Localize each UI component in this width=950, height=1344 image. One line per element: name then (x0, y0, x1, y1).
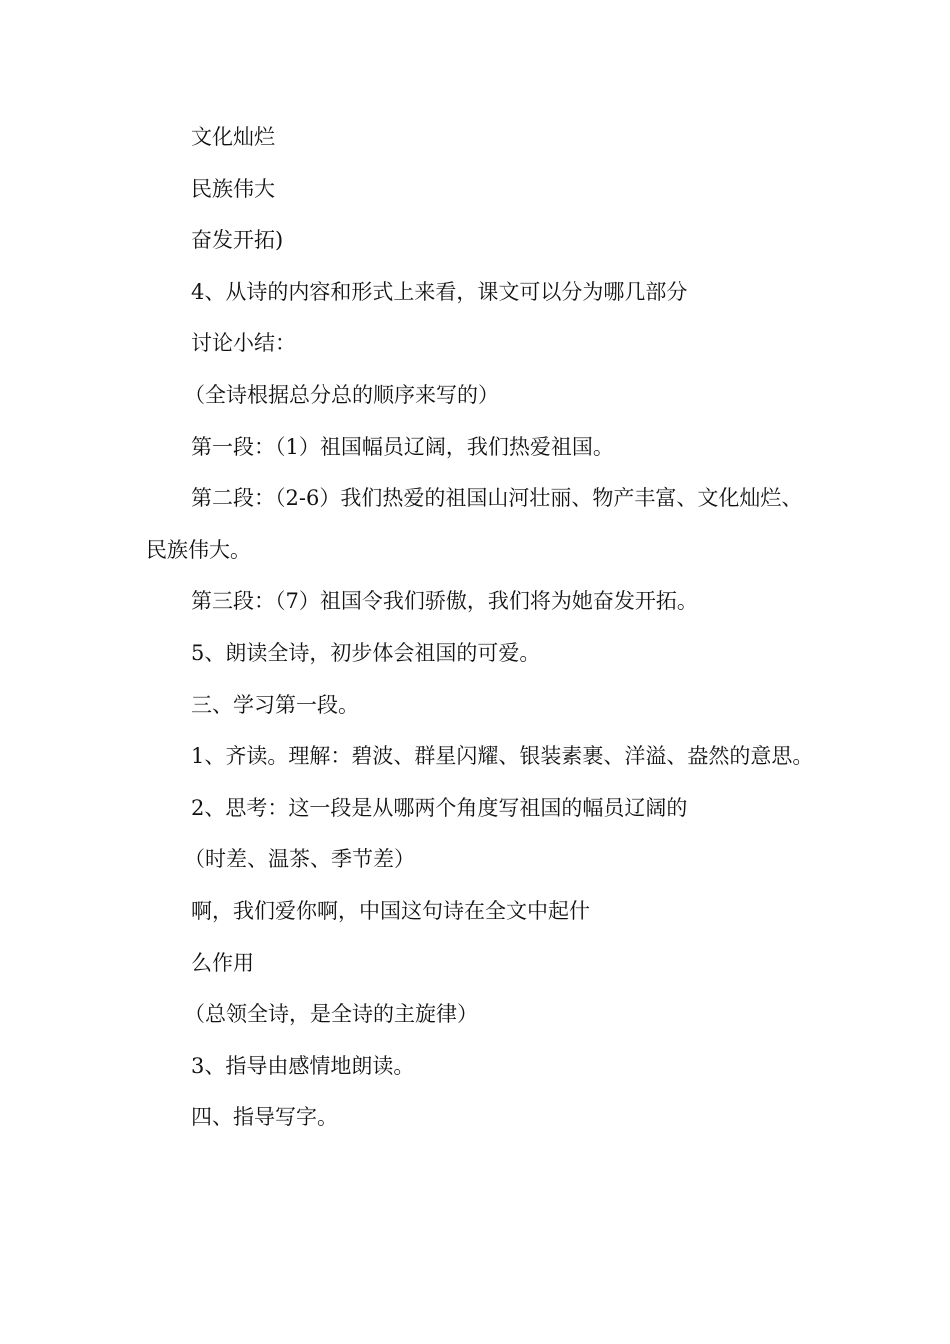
paragraph-6: （全诗根据总分总的顺序来写的） (184, 382, 499, 407)
paragraph-11: 三、学习第一段。 (191, 692, 359, 717)
paragraph-13: 2、思考：这一段是从哪两个角度写祖国的幅员辽阔的 (191, 795, 688, 820)
paragraph-5: 讨论小结： (191, 331, 296, 356)
document-body (146, 112, 816, 1144)
paragraph-4: 4、从诗的内容和形式上来看，课文可以分为哪几部分 (191, 279, 688, 304)
paragraph-1: 文化灿烂 (191, 125, 275, 149)
paragraph-16: 么作用 (191, 950, 254, 975)
paragraph-12: 1、齐读。理解：碧波、群星闪耀、银装素裹、洋溢、盎然的意思。 (191, 744, 814, 769)
paragraph-7: 第一段：（1）祖国幅员辽阔，我们热爱祖国。 (191, 434, 614, 459)
paragraph-2: 民族伟大 (191, 176, 275, 201)
paragraph-9: 第三段：（7）祖国令我们骄傲，我们将为她奋发开拓。 (191, 589, 698, 614)
paragraph-3: 奋发开拓) (191, 228, 284, 253)
paragraph-14: （时差、温茶、季节差） (184, 847, 415, 872)
paragraph-15: 啊，我们爱你啊，中国这句诗在全文中起什 (191, 898, 590, 923)
paragraph-8: 第二段：（2-6）我们热爱的祖国山河壮丽、物产丰富、文化灿烂、民族伟大。 (146, 486, 803, 562)
paragraph-17: （总领全诗，是全诗的主旋律） (184, 1002, 478, 1027)
paragraph-10: 5、朗读全诗，初步体会祖国的可爱。 (191, 640, 541, 665)
paragraph-18: 3、指导由感情地朗读。 (191, 1053, 415, 1078)
paragraph-19: 四、指导写字。 (191, 1105, 338, 1130)
